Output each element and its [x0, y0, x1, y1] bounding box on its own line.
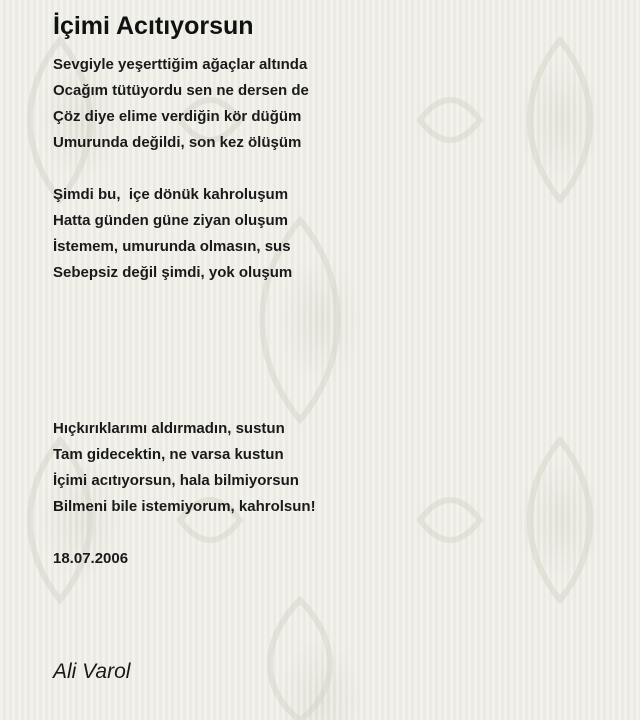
poem-line: Bilmeni bile istemiyorum, kahrolsun! — [53, 498, 316, 515]
poem-title: İçimi Acıtıyorsun — [53, 12, 254, 40]
poem-line: Tam gidecektin, ne varsa kustun — [53, 446, 284, 463]
stanza-1 — [53, 52, 613, 156]
poem-line: Şimdi bu, içe dönük kahroluşum — [53, 186, 289, 203]
poem-line: Sevgiyle yeşerttiğim ağaçlar altında — [53, 56, 308, 73]
stanza-spacer — [53, 286, 613, 416]
poem-body — [53, 52, 613, 572]
poem-line: Umurunda değildi, son kez ölüşüm — [53, 134, 302, 151]
poem-line: Çöz diye elime verdiğin kör düğüm — [53, 108, 302, 125]
poem-line: Sebepsiz değil şimdi, yok oluşum — [53, 264, 293, 281]
poem-line: İçimi acıtıyorsun, hala bilmiyorsun — [53, 472, 299, 489]
poem-author: Ali Varol — [53, 660, 131, 683]
stanza-spacer — [53, 156, 613, 182]
stanza-spacer — [53, 520, 613, 546]
poem-line: Ocağım tütüyordu sen ne dersen de — [53, 82, 309, 99]
poem-date: 18.07.2006 — [53, 550, 129, 567]
stanza-2 — [53, 182, 613, 286]
poem-line: İstemem, umurunda olmasın, sus — [53, 238, 291, 255]
stanza-3 — [53, 416, 613, 520]
poem-line: Hıçkırıklarımı aldırmadın, sustun — [53, 420, 285, 437]
poem-line: Hatta günden güne ziyan oluşum — [53, 212, 289, 229]
